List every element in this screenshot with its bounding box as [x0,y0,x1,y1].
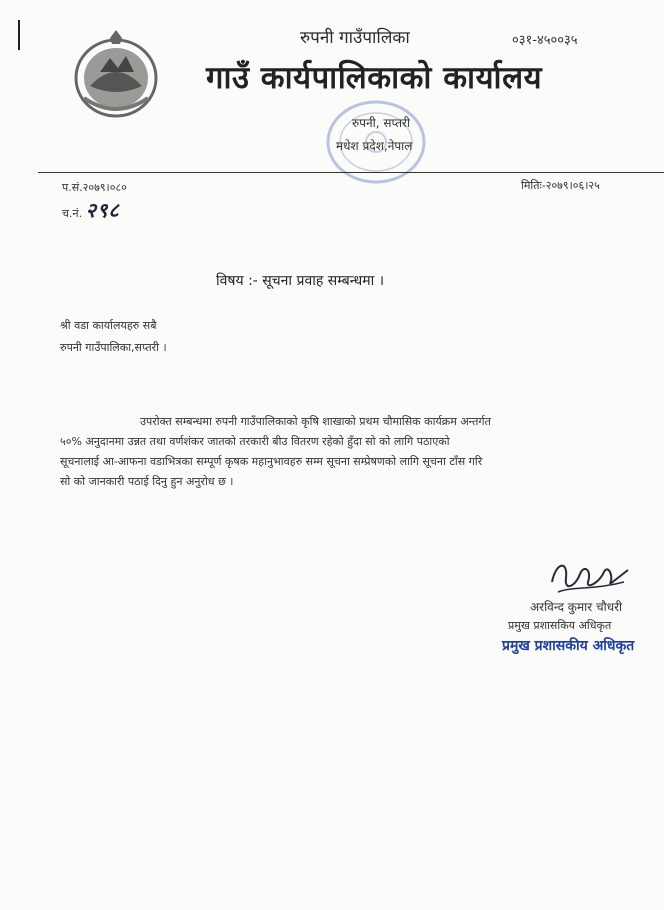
municipality-name: रुपनी गाउँपालिका [300,28,410,48]
recipient-line-1: श्री वडा कार्यालयहरु सबै [60,319,157,332]
designation-stamp: प्रमुख प्रशासकीय अधिकृत [502,638,635,654]
recipient-line-2: रुपनी गाउँपालिका,सप्तरी । [60,341,167,354]
header-divider [38,172,664,173]
dispatch-label: च.नं. [62,207,83,220]
subject-line: विषय :- सूचना प्रवाह सम्बन्धमा । [216,273,385,289]
letter-body [60,412,654,492]
office-title: गाउँ कार्यपालिकाको कार्यालय [206,60,543,96]
government-emblem-icon [70,28,162,120]
address-line-2: मधेश प्रदेश,नेपाल [336,139,413,153]
margin-mark [18,20,20,50]
handwritten-signature-icon [544,552,634,604]
body-line-1: उपरोक्त सम्बन्धमा रुपनी गाउँपालिकाको कृषि शाखाको प्रथम चौमासिक कार्यक्रम अन्तर्गत [140,415,491,428]
body-line-3: सूचनालाई आ-आफना वडाभित्रका सम्पूर्ण कृषक महानुभावहरु सम्म सूचना सम्प्रेषणको लागि सूचना टाँस गरि [60,455,483,468]
address-line-1: रुपनी, सप्तरी [352,116,411,130]
body-line-4: सो को जानकारी पठाई दिनु हुन अनुरोध छ । [60,475,234,488]
dispatch-number [62,196,120,223]
dispatch-number-handwritten: २९८ [85,198,120,222]
letter-number: प.सं.२०७९।०८० [62,181,127,194]
signer-name: अरविन्द कुमार चौधरी [530,600,623,614]
phone-number: ०३१-४५००३५ [512,33,578,48]
body-line-2: ५०% अनुदानमा उन्नत तथा वर्णशंकर जातको तरकारी बीउ वितरण रहेको हुँदा सो को लागि पठाएको [60,435,450,448]
signer-title: प्रमुख प्रशासकिय अधिकृत [508,619,612,632]
letter-date: मितिः-२०७९।०६।२५ [521,179,600,192]
